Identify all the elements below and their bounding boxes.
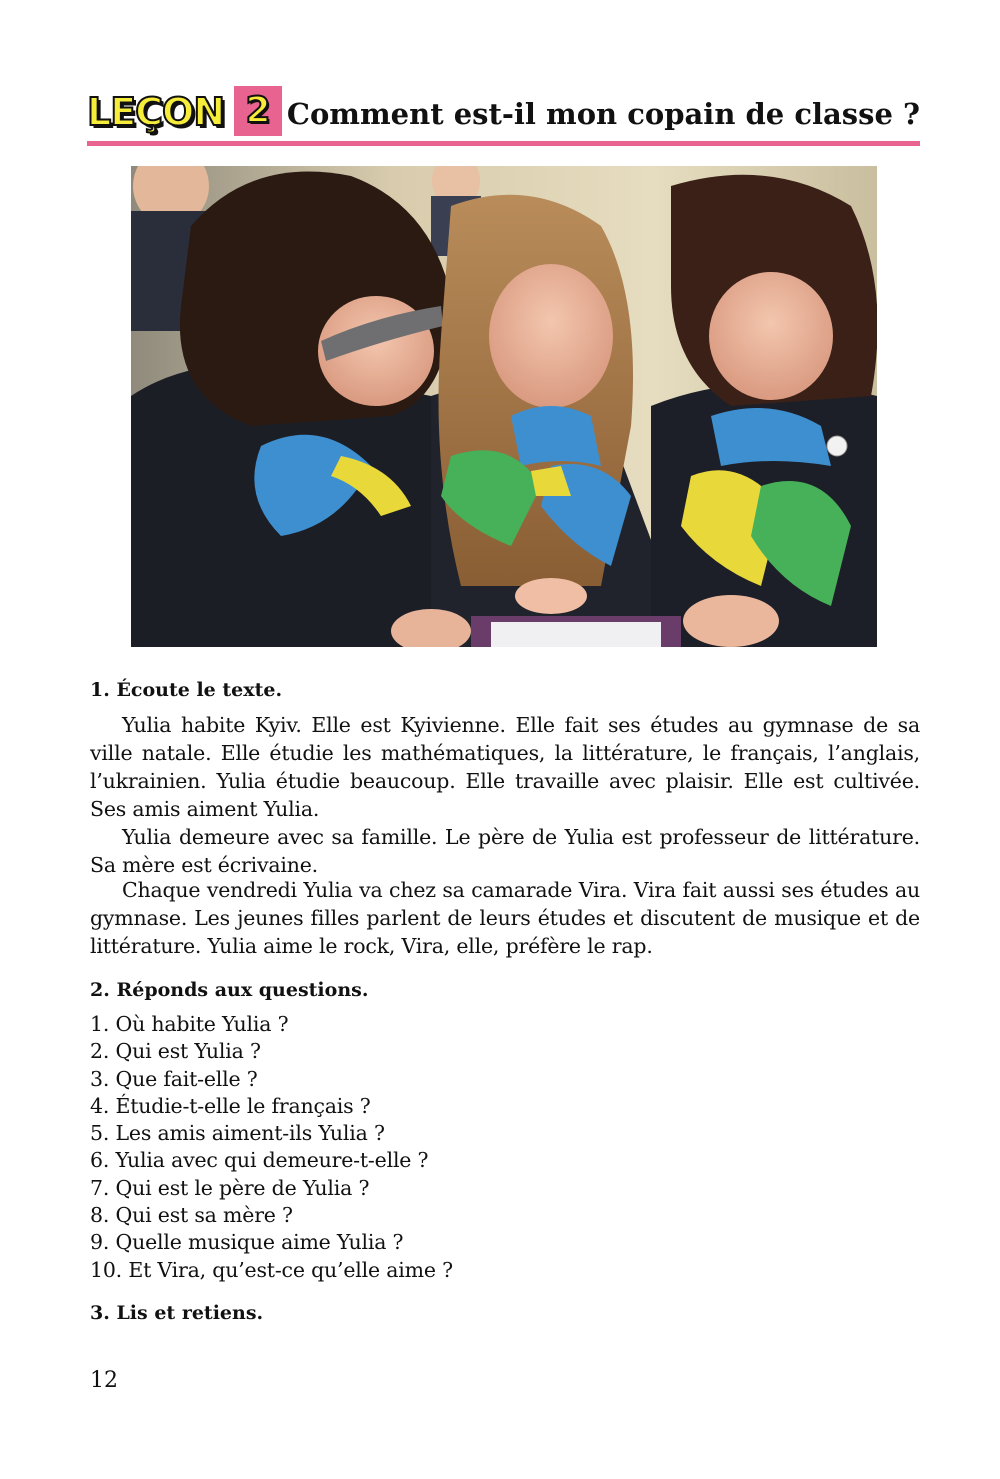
questions-list	[90, 1011, 910, 1284]
lesson-number-badge: 2	[234, 86, 282, 136]
paragraph-3: Chaque vendredi Yulia va chez sa camarade Vira. Vira fait aussi ses études au gymnase. Les jeunes filles parlent de leurs études et discutent de musique et de littérature. Yulia aime le rock, Vira, elle, préfère le rap.	[90, 878, 920, 958]
exercise-3-heading: 3. Lis et retiens.	[90, 1302, 264, 1324]
question-item: 2. Qui est Yulia ?	[90, 1039, 261, 1064]
question-item: 7. Qui est le père de Yulia ?	[90, 1175, 370, 1200]
question-item: 1. Où habite Yulia ?	[90, 1012, 289, 1036]
question-item: 8. Qui est sa mère ?	[90, 1203, 293, 1228]
exercise-2-heading: 2. Réponds aux questions.	[90, 979, 369, 1001]
question-item: 10. Et Vira, qu’est-ce qu’elle aime ?	[90, 1257, 453, 1282]
question-item: 4. Étudie-t-elle le français ?	[90, 1093, 371, 1118]
paragraph-1: Yulia habite Kyiv. Elle est Kyivienne. Elle fait ses études au gymnase de sa ville natale. Elle étudie les mathématiques, la littérature, le français, l’anglais, l’ukrainien. Yulia étudie beaucoup. Elle travaille avec plaisir. Elle est cultivée. Ses amis aiment Yulia.	[90, 713, 920, 821]
header-divider	[87, 141, 920, 146]
lesson-header	[87, 86, 920, 148]
paragraph-2: Yulia demeure avec sa famille. Le père de Yulia est professeur de littérature. Sa mère est écrivaine.	[90, 825, 920, 877]
question-item: 5. Les amis aiment-ils Yulia ?	[90, 1121, 385, 1146]
question-item: 3. Que fait-elle ?	[90, 1066, 258, 1091]
students-photo-illustration	[131, 166, 877, 647]
lesson-label: LEÇON	[87, 90, 225, 134]
students-photo	[131, 166, 877, 647]
question-item: 6. Yulia avec qui demeure-t-elle ?	[90, 1148, 429, 1173]
exercise-1-heading: 1. Écoute le texte.	[90, 679, 283, 701]
page-number: 12	[90, 1368, 118, 1393]
lesson-title: Comment est-il mon copain de classe ?	[286, 97, 920, 131]
question-item: 9. Quelle musique aime Yulia ?	[90, 1230, 404, 1255]
